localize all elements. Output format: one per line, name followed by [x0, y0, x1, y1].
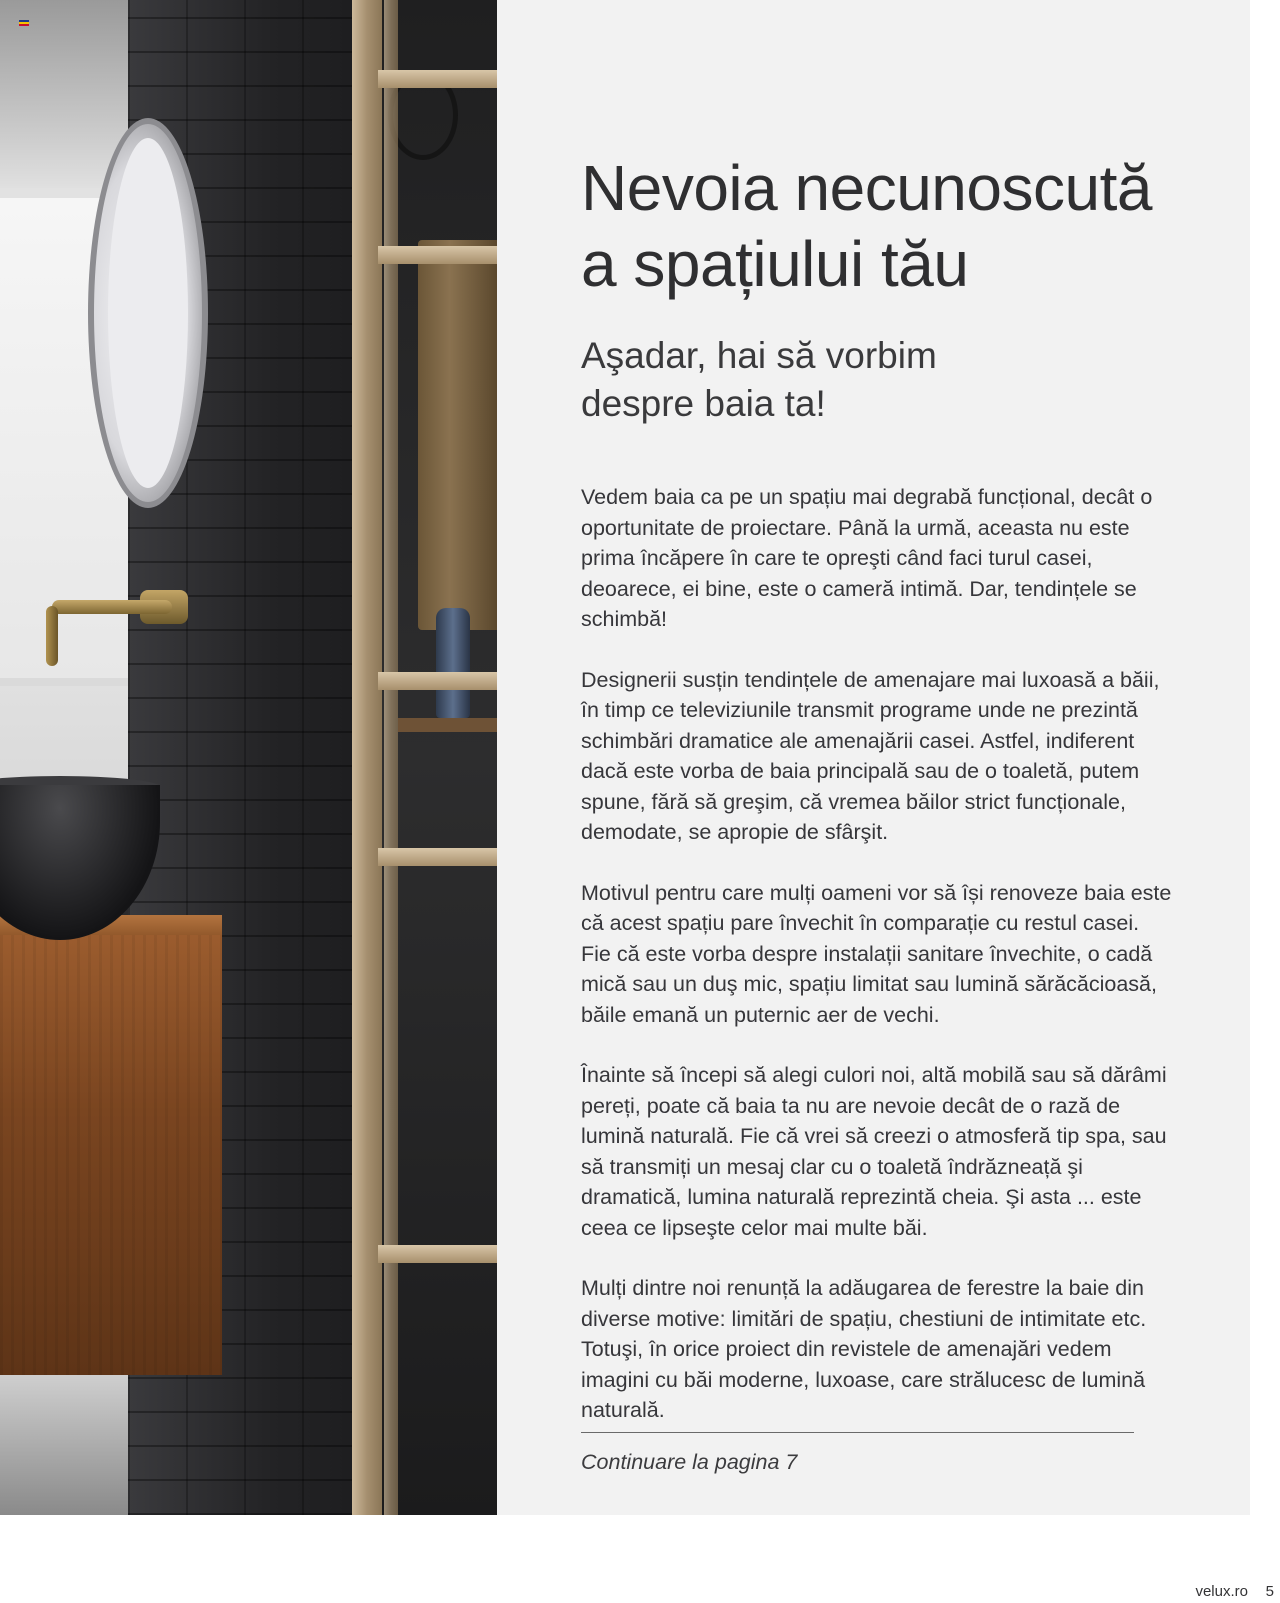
continuation-note: Continuare la pagina 7	[581, 1449, 798, 1474]
ladder-rung	[378, 246, 497, 264]
page-number: 5	[1265, 1583, 1274, 1600]
mirror-glass	[108, 138, 188, 488]
paragraph: Designerii susțin tendințele de amenajare mai luxoasă a băii, în timp ce televiziunile transmit programe unde ne prezintă schimbări dramatice ale amenajării casei. Astfel, indiferent dacă este vorba de baia principală sau de o toaletă, putem spune, fără să greşim, că vremea băilor strict funcționale, demodate, se apropie de sfârşit.	[581, 667, 1160, 844]
paragraph: Motivul pentru care mulți oameni vor să își renoveze baia este că acest spațiu pare învechit în comparație cu restul casei. Fie că este vorba despre instalații sanitare învechite, o cadă mică sau un duş mic, spațiu limitat sau lumină sărăcăcioasă, băile emană un puternic aer de vechi.	[581, 880, 1172, 1027]
article	[581, 150, 1173, 1477]
ladder-rung	[378, 672, 497, 690]
ladder-rung	[378, 70, 497, 88]
soap-bottle	[436, 608, 470, 718]
article-subtitle: Aşadar, hai să vorbim despre baia ta!	[581, 335, 937, 424]
brass-faucet	[52, 600, 172, 614]
divider	[581, 1432, 1134, 1433]
round-mirror	[88, 118, 208, 508]
article-title: Nevoia necunoscută a spațiului tău	[581, 152, 1152, 300]
bathroom-photo	[0, 0, 497, 1515]
wooden-vanity	[0, 935, 222, 1375]
paragraph: Vedem baia ca pe un spațiu mai degrabă funcțional, decât o oportunitate de proiectare. Până la urmă, aceasta nu este prima încăpere în care te opreşti când faci turul casei, deoarece, ei bine, este o cameră intimă. Dar, tendințele se schimbă!	[581, 485, 1153, 631]
ladder-rail-left	[352, 0, 382, 1515]
hanging-towel	[418, 240, 497, 630]
paragraph: Înainte să începi să alegi culori noi, altă mobilă sau să dărâmi pereți, poate că baia ta nu are nevoie decât de o rază de lumină naturală. Fie că vrei să creezi o atmosferă tip spa, sau să transmiți un mesaj clar cu o toaletă îndrăzneață şi dramatică, lumina naturală reprezintă cheia. Şi asta ... este ceea ce lipseşte celor mai multe băi.	[581, 1063, 1167, 1240]
article-body	[581, 482, 1173, 1477]
faucet-spout	[46, 606, 58, 666]
paragraph: Mulți dintre noi renunță la adăugarea de ferestre la baie din diverse motive: limitări de spațiu, chestiuni de intimitate etc. Totuşi, în orice proiect din revistele de amenajări vedem imagini cu băi moderne, luxoase, care strălucesc de lumină naturală.	[581, 1276, 1147, 1422]
ladder-rail-right	[384, 0, 398, 1515]
ladder-rung	[378, 848, 497, 866]
ladder-rung	[378, 1245, 497, 1263]
footer-site[interactable]: velux.ro	[1195, 1583, 1248, 1600]
flag-icon	[19, 20, 29, 26]
wooden-shelf	[398, 718, 497, 732]
